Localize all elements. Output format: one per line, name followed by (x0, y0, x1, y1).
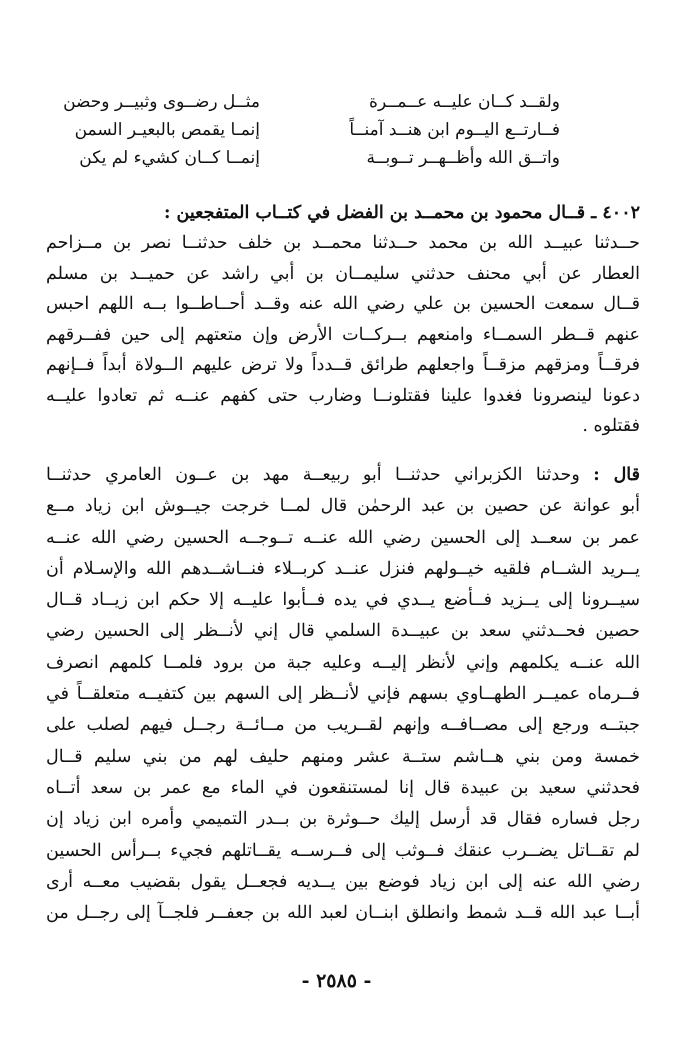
verse-1-second-hemistich: مثــل رضــوى وثبيــر وحضن (63, 92, 260, 112)
text-line: عمر بن سعــد إلى الحسين رضي الله عنــه تــوجــه الحسين رضي الله عنــه (46, 527, 640, 548)
text-line: فقتلوه . (582, 416, 640, 436)
verse-1 (60, 88, 560, 116)
text-line: فحدثني سعيد بن عبيدة قال إنا لمستنقعون في الماء مع عمر بن سعد أتــاه (46, 777, 640, 798)
text-line: دعونا لينصرونا فغدوا علينا فقتلونــا وضارب حتى كفهم عنــه ثم تعادوا عليــه (46, 385, 640, 406)
passage-body (46, 460, 640, 929)
section-body (46, 228, 640, 442)
page-number: - ٢٥٨٥ - (301, 970, 372, 992)
text-line: حــدثنا عبيــد الله بن محمد حــدثنا محمــد بن خلف حدثنــا نصر بن مــزاحم (46, 233, 640, 253)
verse-2 (60, 116, 560, 144)
text-line: سيــرونا إلى يــزيد فــأضع يــدي في يده فــأبوا عليــه إلا حكم ابن زيــاد قــال (46, 590, 640, 611)
text-line: فــرماه عميــر الطهــاوي بسهم فإني لأنــظر إلى السهم بين كتفيــه متعلقــاً في (46, 684, 640, 705)
poem (60, 88, 560, 172)
text-line: جبتــه ورجع إلى مصــافــه وإنهم لقــريب من مــائــة رجــل فيهم لصلب على (46, 715, 640, 736)
text-line: قــال سمعت الحسين بن علي رضي الله عنه وقــد أحــاطــوا بــه اللهم احبس (46, 294, 640, 314)
text-line: فرقــاً ومزقهم مزقــاً واجعلهم طرائق قــدداً ولا ترض عليهم الــولاة أبداً فــإنهم (46, 355, 640, 375)
text-line: عنهم قــطر السمــاء وامنعهم بــركــات الأرض وإن متعتهم إلى حين ففــرقهم (46, 324, 640, 345)
text-line-first (46, 460, 640, 491)
text-line: رجل فساره فقال قد أرسل إليك حــوثرة بن بــدر التميمي وأمره ابن زياد إن (46, 809, 640, 830)
verse-1-first-hemistich: ولقــد كــان عليــه عــمــرة (369, 92, 560, 112)
passage-lead: قال : (593, 465, 640, 485)
verse-3-second-hemistich: إنمــا كــان كشيء لم يكن (79, 148, 260, 168)
section-heading (40, 198, 640, 228)
text-line: لم تقــاتل يضــرب عنقك فــوثب إلى فــرســه يقــاتلهم فجيء بــرأس الحسين (46, 840, 640, 861)
verse-3 (60, 144, 560, 172)
verse-3-first-hemistich: واتــق الله وأظــهــر تــوبــة (366, 148, 560, 168)
text-line: أبو عوانة عن حصين بن عبد الرحمٰن قال لمــا خرجت جيــوش ابن زياد مــع (46, 496, 640, 517)
section-heading-text: ـ قــال محمود بن محمــد بن الفضل في كتــاب المتفجعين : (164, 203, 597, 223)
verse-2-first-hemistich: فــارتــع اليــوم ابن هنــد آمنــاً (349, 120, 560, 140)
text-line: حصين فحــدثني سعد بن عبيــدة السلمي قال إني لأنــظر إلى الحسين رضي (46, 621, 640, 642)
section-number: ٤٠٠٢ (602, 203, 640, 223)
text-line: الله عنــه يكلمهم وإني لأنظر إليــه وعليه جبة من برود فلمــا كلمهم انصرف (46, 652, 640, 673)
text-line: رضي الله عنه إلى ابن زياد فوضع بين يــديه فجعــل يقول بقضيب معــه أرى (46, 871, 640, 892)
text-line: أبــا عبد الله قــد شمط وانطلق ابنــان لعبد الله بن جعفــر فلجــآ إلى رجــل من (46, 903, 640, 924)
text-line: خمسة ومن بني هــاشم ستــة عشر ومنهم حليف لهم من بني سليم قــال (46, 746, 640, 767)
verse-2-second-hemistich: إنمـا يقمص بالبعيـر السمن (74, 120, 260, 140)
text-line: يــريد الشــام فلقيه خيــولهم فنزل عنــد كربــلاء فنــاشــدهم الله والإسـلام أن (46, 558, 640, 579)
passage-first-line: وحدثنا الكزبراني حدثنــا أبو ربيعــة مهد بن عــون العامري حدثنــا (46, 465, 580, 485)
text-line: العطار عن أبي محنف حدثني سليمــان بن أبي راشد عن حميــد بن مسلم (46, 263, 640, 284)
